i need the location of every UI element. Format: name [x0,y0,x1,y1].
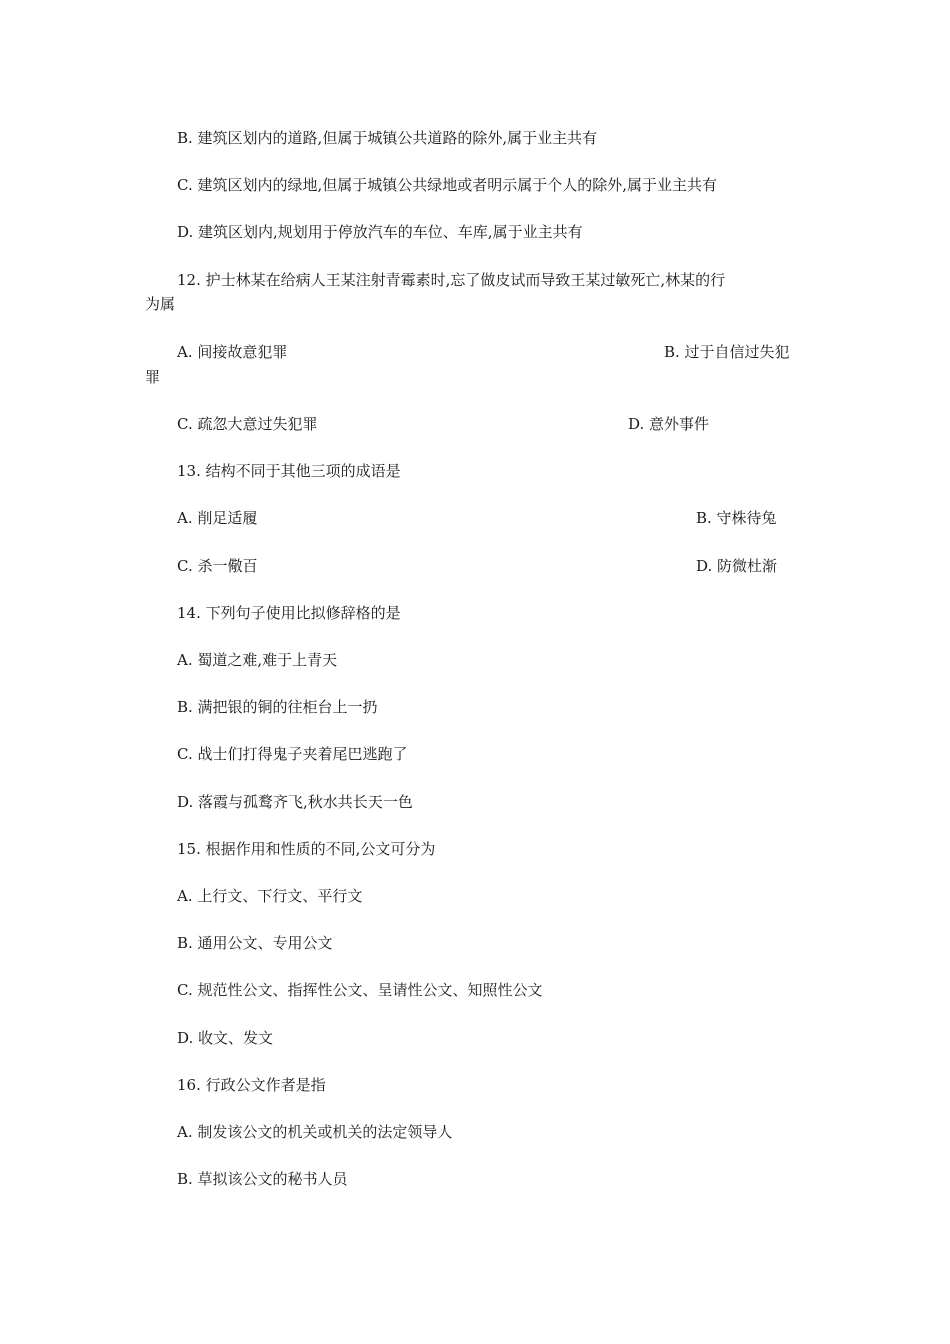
q12-option-a: A. 间接故意犯罪 [177,343,288,361]
q13-option-a: A. 削足适履 [177,509,258,527]
q16-stem: 16. 行政公文作者是指 [177,1076,326,1094]
q12-option-c: C. 疏忽大意过失犯罪 [177,415,318,433]
q14-stem: 14. 下列句子使用比拟修辞格的是 [177,604,401,622]
q16-option-a: A. 制发该公文的机关或机关的法定领导人 [177,1123,453,1141]
q15-stem: 15. 根据作用和性质的不同,公文可分为 [177,840,436,858]
q15-option-d: D. 收文、发文 [177,1029,274,1047]
q15-option-a: A. 上行文、下行文、平行文 [177,887,363,905]
q13-option-d: D. 防微杜渐 [696,557,778,575]
q16-option-b: B. 草拟该公文的秘书人员 [177,1170,348,1188]
q13-option-b: B. 守株待兔 [696,509,777,527]
q14-option-b: B. 满把银的铜的往柜台上一扔 [177,698,378,716]
q11-option-d: D. 建筑区划内,规划用于停放汽车的车位、车库,属于业主共有 [177,223,583,241]
q12-stem-line1: 12. 护士林某在给病人王某注射青霉素时,忘了做皮试而导致王某过敏死亡,林某的行 [177,271,726,289]
q12-option-d: D. 意外事件 [628,415,710,433]
q13-stem: 13. 结构不同于其他三项的成语是 [177,462,401,480]
q15-option-b: B. 通用公文、专用公文 [177,934,333,952]
q11-option-c: C. 建筑区划内的绿地,但属于城镇公共绿地或者明示属于个人的除外,属于业主共有 [177,176,718,194]
q12-stem-line2: 为属 [145,295,176,313]
q12-option-b: B. 过于自信过失犯 [664,343,790,361]
q14-option-a: A. 蜀道之难,难于上青天 [177,651,338,669]
q12-option-b-wrap: 罪 [145,368,161,386]
q15-option-c: C. 规范性公文、指挥性公文、呈请性公文、知照性公文 [177,981,543,999]
q11-option-b: B. 建筑区划内的道路,但属于城镇公共道路的除外,属于业主共有 [177,129,598,147]
q14-option-c: C. 战士们打得鬼子夹着尾巴逃跑了 [177,745,408,763]
q14-option-d: D. 落霞与孤鹜齐飞,秋水共长天一色 [177,793,413,811]
q13-option-c: C. 杀一儆百 [177,557,258,575]
